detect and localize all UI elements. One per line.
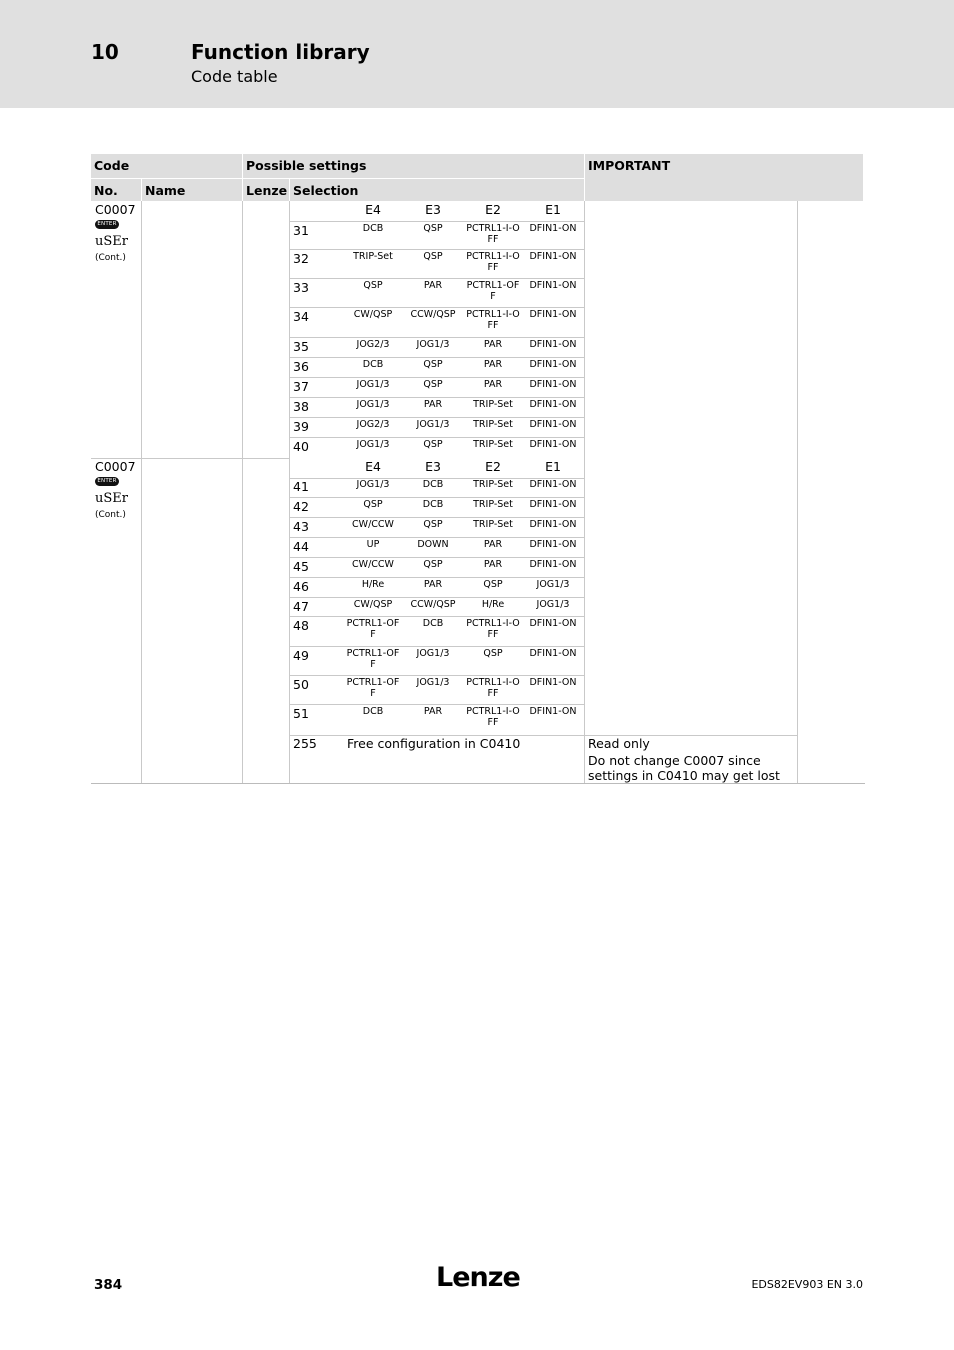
selection-value-e4: CW/QSP (353, 599, 393, 610)
selection-value-e3: QSP (423, 223, 443, 234)
selection-number: 32 (293, 251, 309, 266)
selection-value-e1: DFIN1-ON (529, 706, 577, 717)
selection-number: 35 (293, 339, 309, 354)
selection-value-e3: QSP (423, 559, 443, 570)
enter-key-icon: ENTER (95, 220, 119, 229)
selection-number: 45 (293, 559, 309, 574)
selection-value-e3: PAR (423, 280, 443, 291)
selection-value-e1: DFIN1-ON (529, 223, 577, 234)
selection-value-e4: QSP (363, 280, 383, 291)
lenze-logo: Lenze (436, 1262, 520, 1293)
selection-value-e1: DFIN1-ON (529, 339, 577, 350)
grid-line (290, 616, 584, 617)
important-note-line: Read only (588, 736, 650, 751)
selection-value-e1: DFIN1-ON (529, 677, 577, 688)
grid-line (290, 704, 584, 705)
continued-label: (Cont.) (95, 510, 126, 520)
selection-value-e1: DFIN1-ON (529, 648, 577, 659)
selection-value-e1: DFIN1-ON (529, 280, 577, 291)
selection-value-e4: JOG1/3 (356, 379, 390, 390)
grid-line (290, 517, 584, 518)
grid-line (290, 249, 584, 250)
selection-number: 39 (293, 419, 309, 434)
selection-value-e2: PCTRL1-I-OFF (466, 677, 520, 699)
selection-value-e2: PAR (483, 379, 503, 390)
selection-number: 31 (293, 223, 309, 238)
code-number: C0007 (95, 459, 136, 474)
grid-line (290, 397, 584, 398)
selection-value-e4: H/Re (361, 579, 385, 590)
selection-value-e3: CCW/QSP (410, 309, 456, 320)
selection-value-e2: TRIP-Set (473, 399, 513, 410)
selection-value-e3: DOWN (417, 539, 449, 550)
selection-value-e3: DCB (422, 618, 444, 629)
selection-number: 40 (293, 439, 309, 454)
grid-line (290, 557, 584, 558)
selection-value-e3: QSP (423, 519, 443, 530)
selection-value-e2: TRIP-Set (473, 479, 513, 490)
grid-line (290, 646, 584, 647)
column-head-e4: E4 (365, 459, 381, 474)
chapter-number: 10 (91, 40, 119, 64)
grid-line (290, 377, 584, 378)
selection-value-e3: JOG1/3 (416, 419, 450, 430)
selection-value-e4: PCTRL1-OFF (346, 648, 400, 670)
selection-value-e2: TRIP-Set (473, 519, 513, 530)
selection-value-e4: UP (366, 539, 380, 550)
enter-key-icon: ENTER (95, 477, 119, 486)
selection-value-e1: DFIN1-ON (529, 539, 577, 550)
selection-value-e3: JOG1/3 (416, 648, 450, 659)
column-head-e2: E2 (485, 202, 501, 217)
selection-value-e1: DFIN1-ON (529, 439, 577, 450)
document-id: EDS82EV903 EN 3.0 (751, 1278, 863, 1291)
selection-number: 33 (293, 280, 309, 295)
selection-number: 50 (293, 677, 309, 692)
selection-number: 42 (293, 499, 309, 514)
selection-value-e2: TRIP-Set (473, 439, 513, 450)
grid-line (797, 201, 798, 783)
grid-line (290, 497, 584, 498)
grid-line (584, 201, 585, 783)
selection-number: 41 (293, 479, 309, 494)
header-selection: Selection (290, 179, 584, 201)
grid-line (290, 675, 584, 676)
selection-value-e2: PAR (483, 539, 503, 550)
header-important: IMPORTANT (585, 154, 863, 201)
header-name: Name (142, 179, 242, 201)
grid-line (290, 278, 584, 279)
selection-value-e2: PAR (483, 339, 503, 350)
selection-value-e4: JOG1/3 (356, 479, 390, 490)
selection-value-e2: QSP (483, 648, 503, 659)
continued-label: (Cont.) (95, 253, 126, 263)
selection-value-e3: DCB (422, 479, 444, 490)
selection-number: 38 (293, 399, 309, 414)
important-note-line: Do not change C0007 since (588, 753, 761, 768)
selection-value-e3: QSP (423, 379, 443, 390)
selection-value-e1: DFIN1-ON (529, 499, 577, 510)
selection-value-e2: PCTRL1-I-OFF (466, 251, 520, 273)
column-head-e2: E2 (485, 459, 501, 474)
selection-number: 36 (293, 359, 309, 374)
selection-number: 51 (293, 706, 309, 721)
selection-value-e1: DFIN1-ON (529, 399, 577, 410)
selection-number: 43 (293, 519, 309, 534)
page-number: 384 (94, 1277, 123, 1293)
selection-number: 255 (293, 736, 317, 751)
selection-value-e2: PCTRL1-I-OFF (466, 223, 520, 245)
selection-value-e1: JOG1/3 (536, 579, 570, 590)
grid-line (290, 307, 584, 308)
selection-value-e1: DFIN1-ON (529, 479, 577, 490)
selection-value-e1: DFIN1-ON (529, 519, 577, 530)
selection-value-e4: DCB (362, 706, 384, 717)
selection-value-e2: PCTRL1-I-OFF (466, 706, 520, 728)
grid-line (290, 337, 584, 338)
selection-value-e2: PCTRL1-I-OFF (466, 618, 520, 640)
selection-value-e4: DCB (362, 223, 384, 234)
grid-line (290, 597, 584, 598)
selection-value-e3: DCB (422, 499, 444, 510)
selection-number: 47 (293, 599, 309, 614)
selection-value-e4: JOG1/3 (356, 399, 390, 410)
selection-value-e4: CW/CCW (352, 559, 394, 570)
selection-value-e3: JOG1/3 (416, 339, 450, 350)
selection-value-e2: PCTRL1-OFF (466, 280, 520, 302)
selection-number: 37 (293, 379, 309, 394)
selection-value-e3: CCW/QSP (410, 599, 456, 610)
selection-value-e2: QSP (483, 579, 503, 590)
table-bottom-line (91, 783, 865, 784)
selection-value-e3: JOG1/3 (416, 677, 450, 688)
header-lenze: Lenze (243, 179, 289, 201)
selection-value-e1: DFIN1-ON (529, 251, 577, 262)
selection-value-e4: CW/QSP (353, 309, 393, 320)
selection-value-e1: DFIN1-ON (529, 559, 577, 570)
selection-value-e1: DFIN1-ON (529, 309, 577, 320)
selection-number: 49 (293, 648, 309, 663)
selection-value-e4: TRIP-Set (353, 251, 393, 262)
selection-value-e2: PCTRL1-I-OFF (466, 309, 520, 331)
grid-line (289, 201, 290, 783)
column-head-e3: E3 (425, 202, 441, 217)
chapter-title: Function library (191, 40, 370, 64)
selection-value-e3: QSP (423, 359, 443, 370)
menu-label: uSEr (95, 234, 128, 249)
code-number: C0007 (95, 202, 136, 217)
selection-value-e3: QSP (423, 439, 443, 450)
selection-number: 34 (293, 309, 309, 324)
grid-line (290, 577, 584, 578)
selection-value-e4: QSP (363, 499, 383, 510)
column-head-e3: E3 (425, 459, 441, 474)
grid-line (141, 201, 142, 783)
grid-line (290, 417, 584, 418)
selection-value-e2: H/Re (481, 599, 505, 610)
selection-value-e2: TRIP-Set (473, 499, 513, 510)
selection-value-e1: DFIN1-ON (529, 419, 577, 430)
grid-line (290, 357, 584, 358)
grid-line (290, 437, 584, 438)
selection-value-e3: PAR (423, 579, 443, 590)
selection-value-e4: JOG2/3 (356, 419, 390, 430)
selection-value-e4: CW/CCW (352, 519, 394, 530)
selection-value-e3: PAR (423, 399, 443, 410)
grid-line (242, 201, 243, 783)
selection-value-e4: PCTRL1-OFF (346, 618, 400, 640)
selection-value-e2: PAR (483, 559, 503, 570)
selection-text: Free configuration in C0410 (347, 736, 521, 751)
column-head-e1: E1 (545, 202, 561, 217)
selection-number: 46 (293, 579, 309, 594)
selection-value-e3: QSP (423, 251, 443, 262)
selection-number: 44 (293, 539, 309, 554)
selection-value-e4: JOG2/3 (356, 339, 390, 350)
selection-number: 48 (293, 618, 309, 633)
selection-value-e4: DCB (362, 359, 384, 370)
important-note-line: settings in C0410 may get lost (588, 768, 780, 783)
grid-line (290, 537, 584, 538)
selection-value-e3: PAR (423, 706, 443, 717)
header-possible-settings: Possible settings (243, 154, 584, 178)
selection-value-e1: DFIN1-ON (529, 359, 577, 370)
header-no: No. (91, 179, 141, 201)
chapter-subtitle: Code table (191, 67, 278, 86)
column-head-e1: E1 (545, 459, 561, 474)
selection-value-e2: PAR (483, 359, 503, 370)
selection-value-e1: DFIN1-ON (529, 379, 577, 390)
selection-value-e4: PCTRL1-OFF (346, 677, 400, 699)
selection-value-e2: TRIP-Set (473, 419, 513, 430)
header-code: Code (91, 154, 242, 178)
selection-value-e1: DFIN1-ON (529, 618, 577, 629)
selection-value-e1: JOG1/3 (536, 599, 570, 610)
grid-line (290, 221, 584, 222)
selection-value-e4: JOG1/3 (356, 439, 390, 450)
column-head-e4: E4 (365, 202, 381, 217)
menu-label: uSEr (95, 491, 128, 506)
